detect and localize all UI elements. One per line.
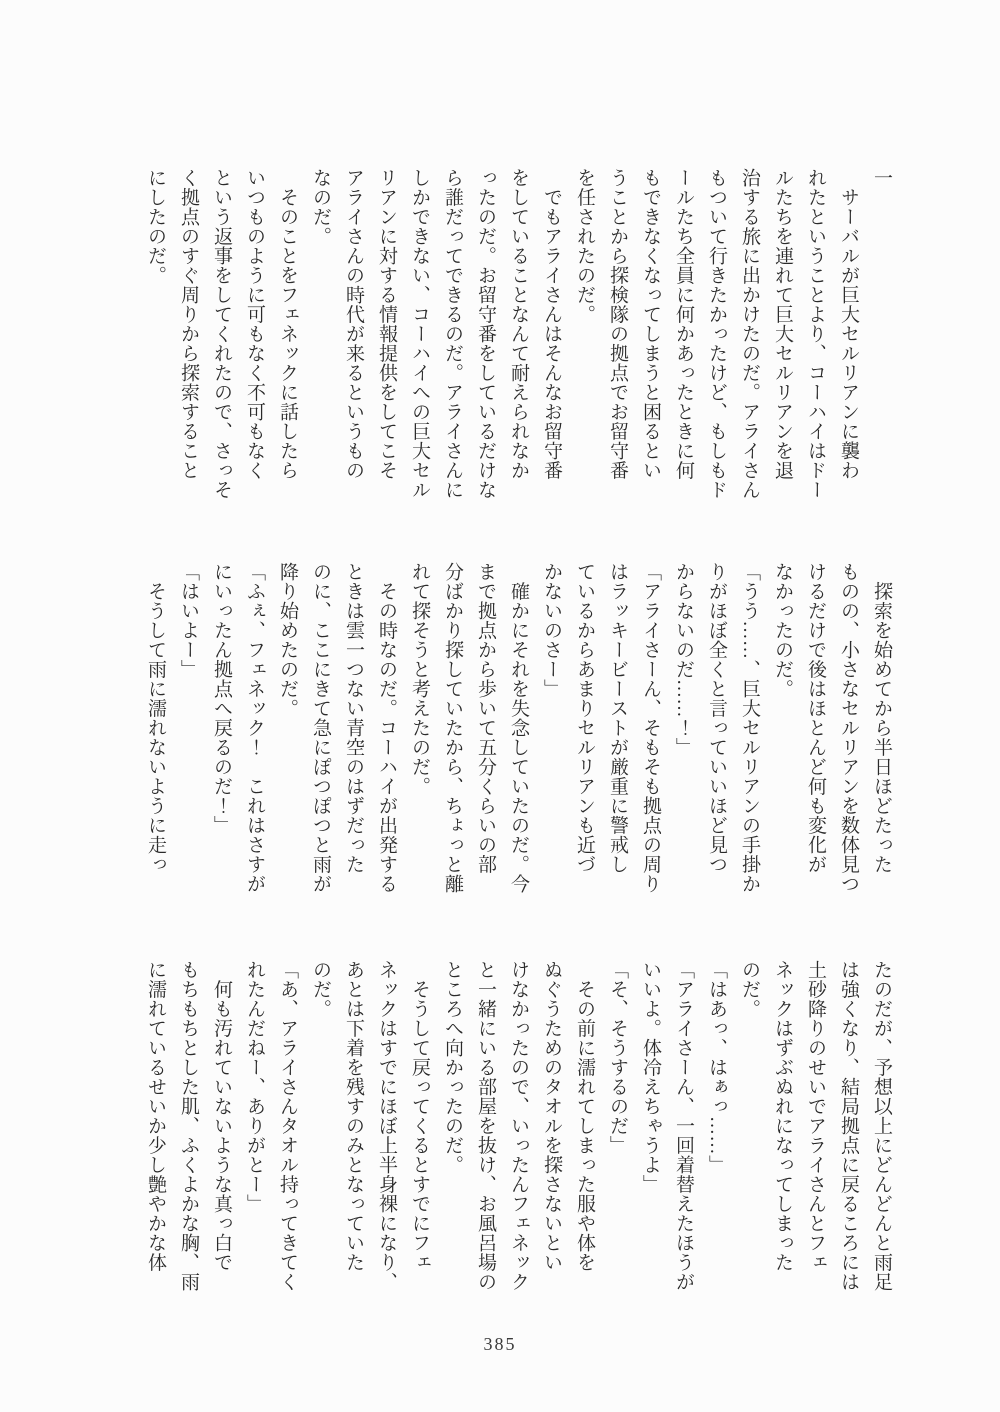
text-column: 一 [871, 168, 892, 188]
text-column: ールたち全員に何かあったときに何 [673, 168, 694, 480]
text-column: ぬぐうためのタオルを探さないとい [541, 960, 562, 1272]
text-column: 「アライさーん、そもそも拠点の周り [640, 562, 661, 894]
text-column: れたということより、コーハイはドー [805, 168, 826, 500]
text-column: と一緒にいる部屋を抜け、お風呂場の [475, 960, 496, 1292]
text-column: いいよ。体冷えちゃうよ」 [640, 960, 661, 1194]
text-column: はラッキービーストが厳重に警戒し [607, 562, 628, 874]
text-column: 分ばかり探していたから、ちょっと離 [442, 562, 463, 894]
text-column: ネックはすでにほぼ上半身裸になり、 [376, 960, 397, 1292]
text-column: という返事をしてくれたので、さっそ [211, 168, 232, 500]
text-column: 「そ、そうするのだ」 [607, 960, 628, 1155]
text-column: その時なのだ。コーハイが出発する [376, 562, 397, 894]
text-column: かないのさー」 [541, 562, 562, 699]
text-column: 「はいよー」 [178, 562, 199, 679]
text-column: ときは雲一つない青空のはずだった [343, 562, 364, 874]
text-column: のだ。 [310, 960, 331, 1019]
text-column: ものの、小さなセルリアンを数体見つ [838, 562, 859, 894]
text-band-middle [132, 562, 898, 914]
text-column: をしていることなんて耐えられなか [508, 168, 529, 480]
text-band-top [132, 168, 898, 520]
text-column: 「はあっ、はぁっ……」 [706, 960, 727, 1175]
page-number: 385 [483, 1334, 517, 1354]
text-column: れて探そうと考えたのだ。 [409, 562, 430, 796]
text-column: もちもちとした肌、ふくよかな胸、雨 [178, 960, 199, 1292]
text-column: く拠点のすぐ周りから探索すること [178, 168, 199, 480]
text-column: ら誰だってできるのだ。アライさんに [442, 168, 463, 500]
text-column: でもアライさんはそんなお留守番 [541, 168, 562, 480]
text-column: りがほぼ全くと言っていいほど見つ [706, 562, 727, 874]
text-column: なのだ。 [310, 168, 331, 246]
text-column: ているからあまりセルリアンも近づ [574, 562, 595, 874]
text-column: にしたのだ。 [145, 168, 166, 285]
text-column: アライさんの時代が来るというもの [343, 168, 364, 480]
text-column: ったのだ。お留守番をしているだけな [475, 168, 496, 500]
text-column: そうして雨に濡れないように走っ [145, 562, 166, 874]
text-column: もできなくなってしまうと困るとい [640, 168, 661, 480]
text-column: を任されたのだ。 [574, 168, 595, 324]
text-column: そのことをフェネックに話したら [277, 168, 298, 480]
text-column: そうして戻ってくるとすでにフェ [409, 960, 430, 1272]
text-column: あとは下着を残すのみとなっていた [343, 960, 364, 1272]
text-column: サーバルが巨大セルリアンに襲わ [838, 168, 859, 480]
text-column: 「あ、アライさんタオル持ってきてく [277, 960, 298, 1292]
text-column: れたんだねー、ありがとー」 [244, 960, 265, 1214]
text-column: 「アライさーん、一回着替えたほうが [673, 960, 694, 1292]
text-column: リアンに対する情報提供をしてこそ [376, 168, 397, 480]
text-column: まで拠点から歩いて五分くらいの部 [475, 562, 496, 874]
text-column: は強くなり、結局拠点に戻るころには [838, 960, 859, 1292]
text-column: ところへ向かったのだ。 [442, 960, 463, 1175]
text-column: 降り始めたのだ。 [277, 562, 298, 718]
text-column: けるだけで後はほとんど何も変化が [805, 562, 826, 874]
text-column: うことから探検隊の拠点でお留守番 [607, 168, 628, 480]
text-column: のだ。 [739, 960, 760, 1019]
text-column: たのだが、予想以上にどんどんと雨足 [871, 960, 892, 1292]
text-column: 土砂降りのせいでアライさんとフェ [805, 960, 826, 1272]
text-column: その前に濡れてしまった服や体を [574, 960, 595, 1272]
text-column: 何も汚れていないような真っ白で [211, 960, 232, 1272]
text-column: 探索を始めてから半日ほどたった [871, 562, 892, 874]
text-column: 治する旅に出かけたのだ。アライさん [739, 168, 760, 500]
text-column: に濡れているせいか少し艶やかな体 [145, 960, 166, 1272]
text-column: けなかったので、いったんフェネック [508, 960, 529, 1292]
text-column: もついて行きたかったけど、もしもド [706, 168, 727, 500]
text-column: のに、ここにきて急にぽつぽつと雨が [310, 562, 331, 894]
text-column: なかったのだ。 [772, 562, 793, 699]
text-band-bottom [132, 960, 898, 1312]
text-column: ネックはずぶぬれになってしまった [772, 960, 793, 1272]
text-column: いつものように可もなく不可もなく [244, 168, 265, 480]
text-column: にいったん拠点へ戻るのだ！」 [211, 562, 232, 835]
text-column: からないのだ……！」 [673, 562, 694, 757]
text-column: しかできない、コーハイへの巨大セル [409, 168, 430, 500]
text-column: 「うう……、巨大セルリアンの手掛か [739, 562, 760, 894]
text-column: ルたちを連れて巨大セルリアンを退 [772, 168, 793, 480]
text-column: 確かにそれを失念していたのだ。今 [508, 562, 529, 894]
text-column: 「ふぇ、フェネック！ これはさすが [244, 562, 265, 894]
